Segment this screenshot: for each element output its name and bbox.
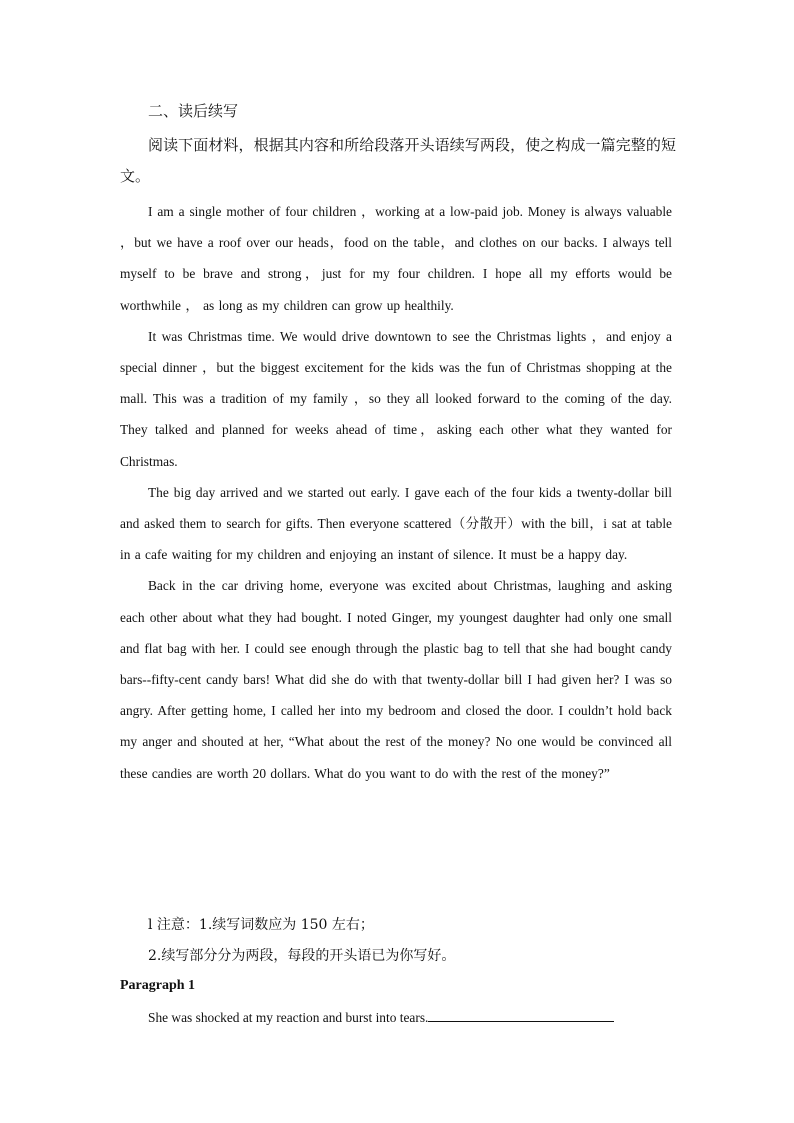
story-paragraph-2: It was Christmas time. We would drive downtown to see the Christmas lights ，and enjoy a special dinner ，but the biggest excitement for the kids was the fun of Christmas shopping at the mall. This was a tradition of my family ，so they all looked forward to the coming of the day. They talked and planned for weeks ahead of time，asking each other what they wanted for Christmas. bbox=[120, 328, 672, 469]
answer-blank-line[interactable] bbox=[428, 1007, 614, 1022]
story-paragraph-1: I am a single mother of four children ，working at a low-paid job. Money is always valuable ，but we have a roof over our heads，food on the table，and clothes on our backs. I always tell myself to be brave and strong，just for my four children. I hope all my efforts would be worthwhile ， as long as my children can grow up healthily. bbox=[120, 204, 672, 313]
note-paragraphs: 2.续写部分分为两段，每段的开头语已为你写好。 bbox=[148, 948, 456, 964]
story-text bbox=[120, 196, 672, 789]
writing-notes bbox=[148, 910, 455, 972]
paragraph-1-heading: Paragraph 1 bbox=[120, 978, 196, 993]
story-paragraph-4: Back in the car driving home, everyone was excited about Christmas, laughing and asking each other about what they had bought. I noted Ginger, my youngest daughter had only one small and flat bag with her. I could see enough through the plastic bag to tell that she had bought candy bars--fifty-cent candy bars! What did she do with that twenty-dollar bill I had given her? I was so angry. After getting home, I called her into my bedroom and closed the door. I couldn’t hold back my anger and shouted at her, “What about the rest of the money? No one would be convinced all these candies are worth 20 dollars. What do you want to do with the rest of the money?” bbox=[120, 578, 672, 781]
task-instruction: 阅读下面材料，根据其内容和所给段落开头语续写两段，使之构成一篇完整的短文。 bbox=[120, 136, 676, 185]
note-word-count: l 注意：1.续写词数应为 150 左右； bbox=[148, 917, 374, 933]
paragraph-1-opening-line bbox=[148, 1007, 668, 1029]
paragraph-1-opening-text: She was shocked at my reaction and burst into tears. bbox=[148, 1010, 429, 1025]
section-title: 二、读后续写 bbox=[148, 102, 239, 120]
story-paragraph-3: The big day arrived and we started out early. I gave each of the four kids a twenty-dollar bill and asked them to search for gifts. Then everyone scattered（分散开）with the bill，i sat at table in a cafe waiting for my children and enjoying an instant of silence. It must be a happy day. bbox=[120, 484, 672, 563]
